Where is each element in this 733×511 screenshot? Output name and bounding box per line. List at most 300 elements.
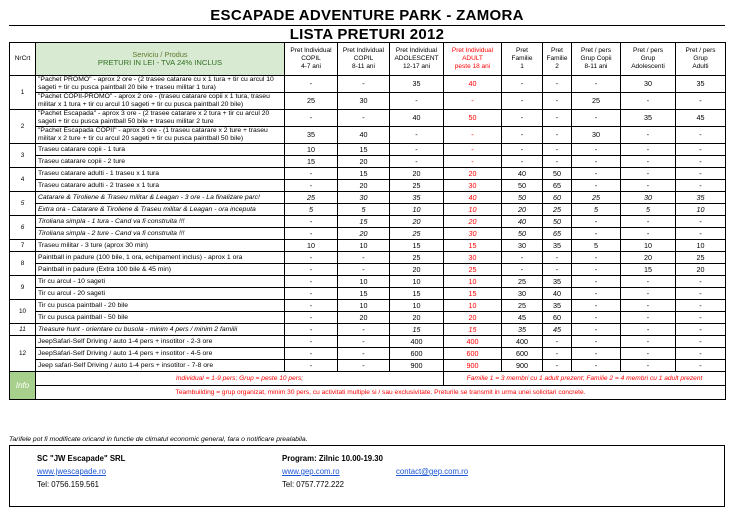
price-row [10,276,726,288]
price-cell: 20 [621,252,676,264]
price-cell: 50 [543,168,572,180]
price-cell: - [444,127,502,144]
price-cell: - [390,93,444,110]
service-description: "Pachet COPII-PROMO" - aprox 2 ore - (traseu catarare copii x 1 tura, traseu militar x 1 tura + tir cu arcul 10 sageti + tir cu pusca paintball 20 bile) [36,93,285,110]
price-cell: - [502,93,543,110]
price-cell: - [621,127,676,144]
price-cell: 15 [338,216,390,228]
price-cell: 5 [572,204,621,216]
price-cell: - [444,156,502,168]
price-cell: - [285,252,338,264]
price-row [10,252,726,264]
price-cell: 15 [390,240,444,252]
price-cell: 10 [338,300,390,312]
price-cell: - [676,288,726,300]
price-cell: 25 [502,276,543,288]
price-cell: - [502,264,543,276]
price-cell: 10 [621,240,676,252]
column-header-line: 8-11 ani [351,63,375,70]
price-cell: - [621,216,676,228]
email-contact [396,465,468,478]
price-cell: - [285,324,338,336]
column-header-line: Familie [511,55,533,62]
price-cell: 40 [502,216,543,228]
price-cell: 10 [390,204,444,216]
price-cell: - [676,156,726,168]
price-cell: - [285,312,338,324]
column-header-line: Pret / pers [581,47,611,54]
price-cell: 20 [338,312,390,324]
website-link[interactable]: www.jwescapade.ro [37,467,106,476]
price-row [10,156,726,168]
price-cell: 50 [502,192,543,204]
price-cell: - [543,144,572,156]
price-cell: 40 [390,110,444,127]
price-cell: 15 [338,288,390,300]
price-cell: - [676,168,726,180]
price-cell: 40 [543,288,572,300]
column-header-line: Pret / pers [685,47,716,54]
column-header-line: Grup Copii [580,55,612,62]
price-cell: 35 [390,192,444,204]
price-column-header [390,43,444,76]
email-link[interactable]: contact@gep.com.ro [396,467,469,476]
price-cell: - [502,76,543,93]
price-cell: 10 [444,204,502,216]
price-cell: 25 [390,180,444,192]
price-cell: - [621,348,676,360]
price-cell: - [676,127,726,144]
price-cell: 20 [444,312,502,324]
price-row [10,192,726,204]
service-description: "Pachet PROMO" - aprox 2 ore - (2 trasee catarare cu x 1 tura + tir cu arcul 10 sageti + tir cu pusca paintball 20 bile + traseu militar 1 tura) [36,76,285,93]
column-header-line: 8-11 ani [584,63,608,70]
row-number: 4 [10,168,36,192]
price-column-header [444,43,502,76]
column-header-line: 1 [520,63,524,70]
price-cell: 25 [285,192,338,204]
service-description: Catarare & Tiroliene & Traseu militar & Leagan - 3 ore - La finalizare parc! [36,192,285,204]
price-cell: 900 [444,360,502,372]
price-cell: 35 [390,76,444,93]
price-cell: - [502,127,543,144]
price-cell: 25 [572,192,621,204]
price-cell: 10 [390,276,444,288]
price-cell: - [285,76,338,93]
price-cell: - [676,324,726,336]
price-row [10,168,726,180]
service-description: Paintball in padure (Extra 100 bile & 45 min) [36,264,285,276]
price-cell: - [543,127,572,144]
price-cell: - [676,276,726,288]
price-column-header [621,43,676,76]
price-cell: - [676,348,726,360]
price-row [10,312,726,324]
price-cell: 5 [338,204,390,216]
price-cell: - [676,180,726,192]
company-contact [37,452,125,491]
price-cell: 20 [444,168,502,180]
price-row [10,110,726,127]
price-cell: 10 [676,204,726,216]
price-cell: - [621,156,676,168]
price-row [10,204,726,216]
row-number: 11 [10,324,36,336]
price-cell: 5 [285,204,338,216]
opening-hours: Program: Zilnic 10.00-19.30 [282,454,383,463]
price-cell: 10 [390,300,444,312]
service-description: Tiroliana simpla - 2 ture - Cand va fi construita !!! [36,228,285,240]
price-cell: 35 [676,76,726,93]
price-cell: 25 [676,252,726,264]
price-cell: 30 [444,228,502,240]
price-cell: - [621,288,676,300]
price-cell: 20 [444,216,502,228]
price-cell: 600 [502,348,543,360]
price-cell: 40 [444,76,502,93]
price-cell: - [621,324,676,336]
price-cell: 35 [676,192,726,204]
price-cell: - [676,93,726,110]
row-number: 2 [10,110,36,144]
column-header-line: ADULT [462,55,483,62]
price-cell: 50 [543,216,572,228]
price-cell: 25 [572,93,621,110]
price-column-header [338,43,390,76]
row-number: 10 [10,300,36,324]
row-number: 5 [10,192,36,216]
price-cell: 40 [502,168,543,180]
column-header-line: Familie [546,55,568,62]
price-cell: 30 [338,192,390,204]
price-cell: 30 [621,76,676,93]
title-block [9,6,725,44]
price-table [9,42,726,400]
price-cell: 50 [502,180,543,192]
price-row [10,180,726,192]
price-cell: 50 [444,110,502,127]
price-cell: - [572,336,621,348]
column-header-line: Grup [693,55,708,62]
column-header-line: COPIL [301,55,321,62]
column-header-line: 4-7 ani [301,63,321,70]
price-cell: 20 [390,312,444,324]
price-cell: 25 [390,252,444,264]
price-cell: - [621,312,676,324]
price-row [10,144,726,156]
price-cell: 60 [543,312,572,324]
price-cell: 30 [444,252,502,264]
column-header-line: Pret / pers [633,47,663,54]
service-description: Traseu catarare copii - 2 ture [36,156,285,168]
price-change-note: Tarifele pot fi modificate oricand in functie de climatul economic general, fara o notificare prealabila. [9,436,308,443]
price-cell: 20 [390,264,444,276]
price-cell: 10 [338,240,390,252]
price-cell: - [543,93,572,110]
price-cell: - [338,360,390,372]
price-cell: - [572,252,621,264]
price-cell: 20 [676,264,726,276]
price-row [10,127,726,144]
price-cell: 35 [621,110,676,127]
price-cell: - [572,348,621,360]
column-header-line: 2 [555,63,559,70]
nr-header: NrCrt [10,43,36,76]
price-cell: 15 [444,288,502,300]
price-list-title: LISTA PRETURI 2012 [289,26,445,43]
service-description: Paintball in padure (100 bile, 1 ora, echipament inclus) - aprox 1 ora [36,252,285,264]
info-section [10,372,726,400]
service-header-line2: PRETURI IN LEI - TVA 24% INCLUS [97,58,223,67]
price-cell: - [676,228,726,240]
price-cell: 900 [502,360,543,372]
column-header-line: COPIL [353,55,374,62]
price-cell: - [572,276,621,288]
column-header-line: Adolescenti [631,63,665,70]
price-row [10,300,726,312]
row-number: 3 [10,144,36,168]
price-cell: - [338,336,390,348]
price-cell: 25 [285,93,338,110]
price-cell: - [285,276,338,288]
price-cell: 65 [543,228,572,240]
price-row [10,76,726,93]
price-table-body [10,76,726,372]
row-number: 9 [10,276,36,300]
price-cell: - [572,264,621,276]
price-cell: - [390,156,444,168]
price-cell: - [572,76,621,93]
price-cell: - [285,336,338,348]
price-cell: 10 [285,144,338,156]
price-cell: 35 [543,300,572,312]
price-row [10,336,726,348]
price-cell: 30 [502,240,543,252]
info-family: Familie 1 = 3 membri cu 1 adult prezent; Familie 2 = 4 membri cu 1 adult prezent [444,372,726,386]
price-cell: - [543,360,572,372]
column-header-line: Pret Individual [451,47,494,54]
service-description: Treasure hunt - orientare cu busola - minim 4 pers / minim 2 familii [36,324,285,336]
info-row-2 [10,386,726,400]
price-cell: - [621,276,676,288]
price-cell: - [285,216,338,228]
price-cell: - [338,110,390,127]
column-header-line: 12-17 ani [402,63,431,70]
service-description: "Pachet Escapada" - aprox 3 ore - (2 trasee catarare x 2 tura + tir cu arcul 20 sageti + tir cu pusca paintball 50 bile + traseu militar 2 ture [36,110,285,127]
price-cell: - [621,144,676,156]
info-individual-group: Individual = 1-9 pers; Grup = peste 10 pers; [36,372,444,386]
service-description: Jeep safari-Self Driving / auto 1-4 pers + insotitor - 7-8 ore [36,360,285,372]
price-cell: 10 [444,276,502,288]
price-column-header [676,43,726,76]
price-cell: 20 [390,168,444,180]
price-column-header [543,43,572,76]
price-column-header [572,43,621,76]
price-cell: - [543,110,572,127]
park-title: ESCAPADE ADVENTURE PARK - ZAMORA [9,6,725,26]
price-cell: 30 [338,93,390,110]
price-cell: - [285,348,338,360]
price-cell: - [502,156,543,168]
column-header-line: ADOLESCENT [394,55,439,62]
price-cell: 10 [676,240,726,252]
price-cell: - [338,252,390,264]
price-row [10,264,726,276]
price-cell: 40 [338,127,390,144]
price-cell: 600 [444,348,502,360]
service-description: JeepSafari-Self Driving / auto 1-4 pers + insotitor - 2-3 ore [36,336,285,348]
price-cell: - [621,228,676,240]
price-cell: - [621,336,676,348]
price-cell: - [285,264,338,276]
row-number: 1 [10,76,36,110]
service-description: "Pachet Escapada COPII" - aprox 3 ore - (1 traseu catarare x 2 ture + traseu militar x 2 ture + tir cu arcul 20 sageti + tir cu pusca paintball 50 bile) [36,127,285,144]
price-cell: 15 [390,324,444,336]
service-description: Tir cu pusca paintball - 50 bile [36,312,285,324]
price-cell: 65 [543,180,572,192]
price-cell: - [285,110,338,127]
price-cell: 35 [543,240,572,252]
service-description: Tir cu pusca paintball - 20 bile [36,300,285,312]
price-cell: 10 [285,240,338,252]
row-number: 7 [10,240,36,252]
price-cell: - [285,300,338,312]
row-number: 12 [10,336,36,372]
column-header-line: Pret Individual [290,47,332,54]
price-cell: 400 [390,336,444,348]
price-cell: 600 [390,348,444,360]
price-cell: - [572,228,621,240]
service-description: Tiroliana simpla - 1 tura - Cand va fi construita !!! [36,216,285,228]
phone-1: Tel: 0756.159.561 [37,480,99,489]
price-cell: 25 [444,264,502,276]
price-cell: 20 [502,204,543,216]
price-cell: 35 [502,324,543,336]
price-cell: - [621,360,676,372]
price-cell: - [676,144,726,156]
price-cell: 15 [285,156,338,168]
price-cell: - [676,360,726,372]
price-row [10,348,726,360]
price-cell: - [572,168,621,180]
price-row [10,228,726,240]
price-cell: - [621,168,676,180]
price-cell: - [502,110,543,127]
service-header-line1: Serviciu / Produs [132,50,188,59]
price-cell: 15 [390,288,444,300]
price-row [10,93,726,110]
price-row [10,240,726,252]
price-cell: 20 [338,228,390,240]
price-cell: 10 [338,276,390,288]
price-cell: - [390,127,444,144]
price-cell: 400 [444,336,502,348]
price-cell: 30 [444,180,502,192]
price-cell: - [572,312,621,324]
price-cell: - [572,360,621,372]
price-row [10,216,726,228]
price-cell: - [338,324,390,336]
price-cell: - [285,180,338,192]
price-cell: - [572,288,621,300]
price-cell: 35 [285,127,338,144]
price-cell: - [572,156,621,168]
info-row-1 [10,372,726,386]
price-cell: 20 [338,156,390,168]
price-cell: - [543,348,572,360]
row-number: 6 [10,216,36,240]
price-cell: 45 [502,312,543,324]
price-cell: - [285,288,338,300]
price-cell: - [572,300,621,312]
service-description: Traseu catarare copii - 1 tura [36,144,285,156]
price-row [10,360,726,372]
service-description: Extra ora - Catarare & Tiroliene & Traseu militar & Leagan - ora inceputa [36,204,285,216]
price-cell: - [285,360,338,372]
price-cell: - [621,300,676,312]
price-cell: - [676,336,726,348]
service-description: Traseu catarare adulti - 2 trasee x 1 tura [36,180,285,192]
price-cell: 35 [543,276,572,288]
column-header-line: Pret [516,47,528,54]
price-cell: - [285,168,338,180]
contact-footer [9,445,725,507]
service-description: Traseu militar - 3 ture (aprox 30 min) [36,240,285,252]
price-cell: - [621,93,676,110]
price-cell: - [543,252,572,264]
price-cell: 15 [338,144,390,156]
price-cell: - [502,144,543,156]
price-cell: 15 [444,240,502,252]
price-cell: - [572,144,621,156]
service-description: Tir cu arcul - 20 sageti [36,288,285,300]
price-cell: - [543,336,572,348]
price-cell: 60 [543,192,572,204]
price-cell: - [444,144,502,156]
price-cell: 15 [621,264,676,276]
price-cell: 25 [390,228,444,240]
service-header [36,43,285,76]
price-row [10,324,726,336]
column-header-line: Pret [551,47,563,54]
price-cell: 45 [543,324,572,336]
price-cell: 5 [621,204,676,216]
price-cell: 30 [572,127,621,144]
website-link-2[interactable]: www.gep.com.ro [282,467,340,476]
info-teambuilding: Teambuilding = grup organizat, minim 30 pers, cu activitati multiple si / sau exclusivitate. Preturile se transmit in urma unei solicitari concrete. [36,386,726,400]
company-name: SC "JW Escapade" SRL [37,454,126,463]
price-cell: 50 [502,228,543,240]
price-cell: - [572,180,621,192]
price-cell: - [338,76,390,93]
price-cell: - [543,264,572,276]
price-cell: 30 [621,192,676,204]
price-cell: - [502,252,543,264]
price-cell: 10 [444,300,502,312]
price-cell: 25 [502,300,543,312]
price-cell: - [285,228,338,240]
info-label: Info [10,372,36,400]
price-cell: - [676,312,726,324]
price-column-header [285,43,338,76]
price-cell: 900 [390,360,444,372]
program-contact [282,452,383,491]
price-cell: - [676,216,726,228]
price-cell: 45 [676,110,726,127]
price-cell: - [390,144,444,156]
price-cell: - [338,264,390,276]
row-number: 8 [10,252,36,276]
